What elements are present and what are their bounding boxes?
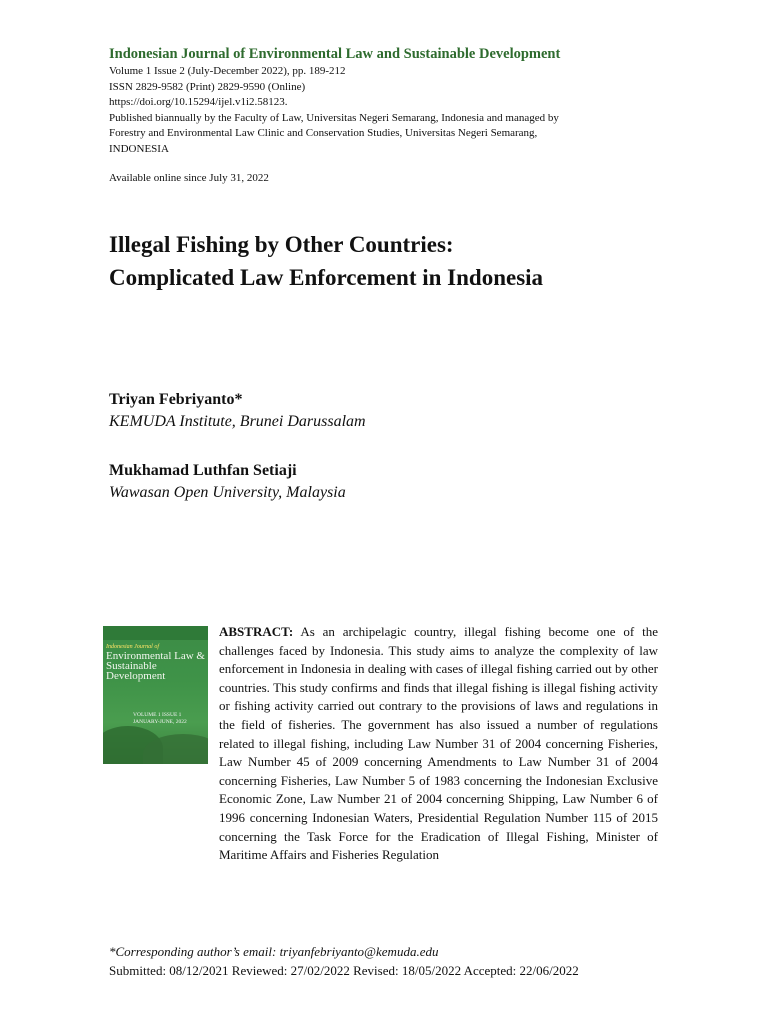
publisher-line-1: Published biannually by the Faculty of Law, Universitas Negeri Semarang, Indonesia and managed by <box>109 111 559 124</box>
doi-link[interactable]: https://doi.org/10.15294/ijel.v1i2.58123. <box>109 96 288 108</box>
title-line-1: Illegal Fishing by Other Countries: <box>109 232 454 257</box>
cover-top-band <box>103 626 208 640</box>
author-affiliation: KEMUDA Institute, Brunei Darussalam <box>109 413 366 430</box>
author-1 <box>109 389 559 433</box>
author-name: Triyan Febriyanto* <box>109 391 243 408</box>
cover-title: Environmental Law & Sustainable Development <box>106 650 205 682</box>
article-title <box>109 228 669 294</box>
footer <box>109 942 709 980</box>
cover-volume-line: VOLUME 1 ISSUE 1 <box>133 712 182 718</box>
cover-volume <box>133 712 187 726</box>
author-affiliation: Wawasan Open University, Malaysia <box>109 484 346 501</box>
cover-small-title: Indonesian Journal of <box>106 644 159 650</box>
cover-period-line: JANUARY-JUNE, 2022 <box>133 719 187 725</box>
publisher-line-3: INDONESIA <box>109 142 169 155</box>
available-online: Available online since July 31, 2022 <box>109 172 269 184</box>
volume-info: Volume 1 Issue 2 (July-December 2022), pp. 189-212 <box>109 65 346 77</box>
title-line-2: Complicated Law Enforcement in Indonesia <box>109 265 544 290</box>
abstract <box>219 623 658 865</box>
issn-info: ISSN 2829-9582 (Print) 2829-9590 (Online) <box>109 80 306 93</box>
publisher-line-2: Forestry and Environmental Law Clinic and Conservation Studies, Universitas Negeri Semarang, <box>109 127 538 139</box>
author-2 <box>109 460 559 504</box>
abstract-text: As an archipelagic country, illegal fishing become one of the challenges faced by Indonesia. This study aims to analyze the complexity of law enforcement in Indonesia in dealing with cases of illegal fishing carried out by other countries. This study confirms and finds that illegal fishing is illegal fishing activity or fishing activity carried out contrary to the provisions of laws and regulations in the field of fisheries. The government has also issued a number of regulations related to illegal fishing, including Law Number 31 of 2004 concerning Fisheries, Law Number 45 of 2009 concerning Amendments to Law Number 31 of 2004 concerning Fisheries, Law Number 5 of 1983 concerning the Indonesian Exclusive Economic Zone, Law Number 21 of 2004 concerning Shipping, Law Number 6 of 1996 concerning Indonesian Waters, Presidential Regulation Number 115 of 2015 concerning the Task Force for the Eradication of Illegal Fishing, Minister of Maritime Affairs and Fisheries Regulation <box>219 624 658 863</box>
abstract-label: ABSTRACT: <box>219 624 294 639</box>
journal-cover-image <box>103 626 208 764</box>
journal-title: Indonesian Journal of Environmental Law and Sustainable Development <box>109 46 561 62</box>
author-name: Mukhamad Luthfan Setiaji <box>109 462 297 479</box>
journal-header <box>109 44 669 157</box>
submission-dates: Submitted: 08/12/2021 Reviewed: 27/02/2022 Revised: 18/05/2022 Accepted: 22/06/2022 <box>109 963 579 978</box>
corresponding-email: *Corresponding author’s email: triyanfebriyanto@kemuda.edu <box>109 944 439 959</box>
